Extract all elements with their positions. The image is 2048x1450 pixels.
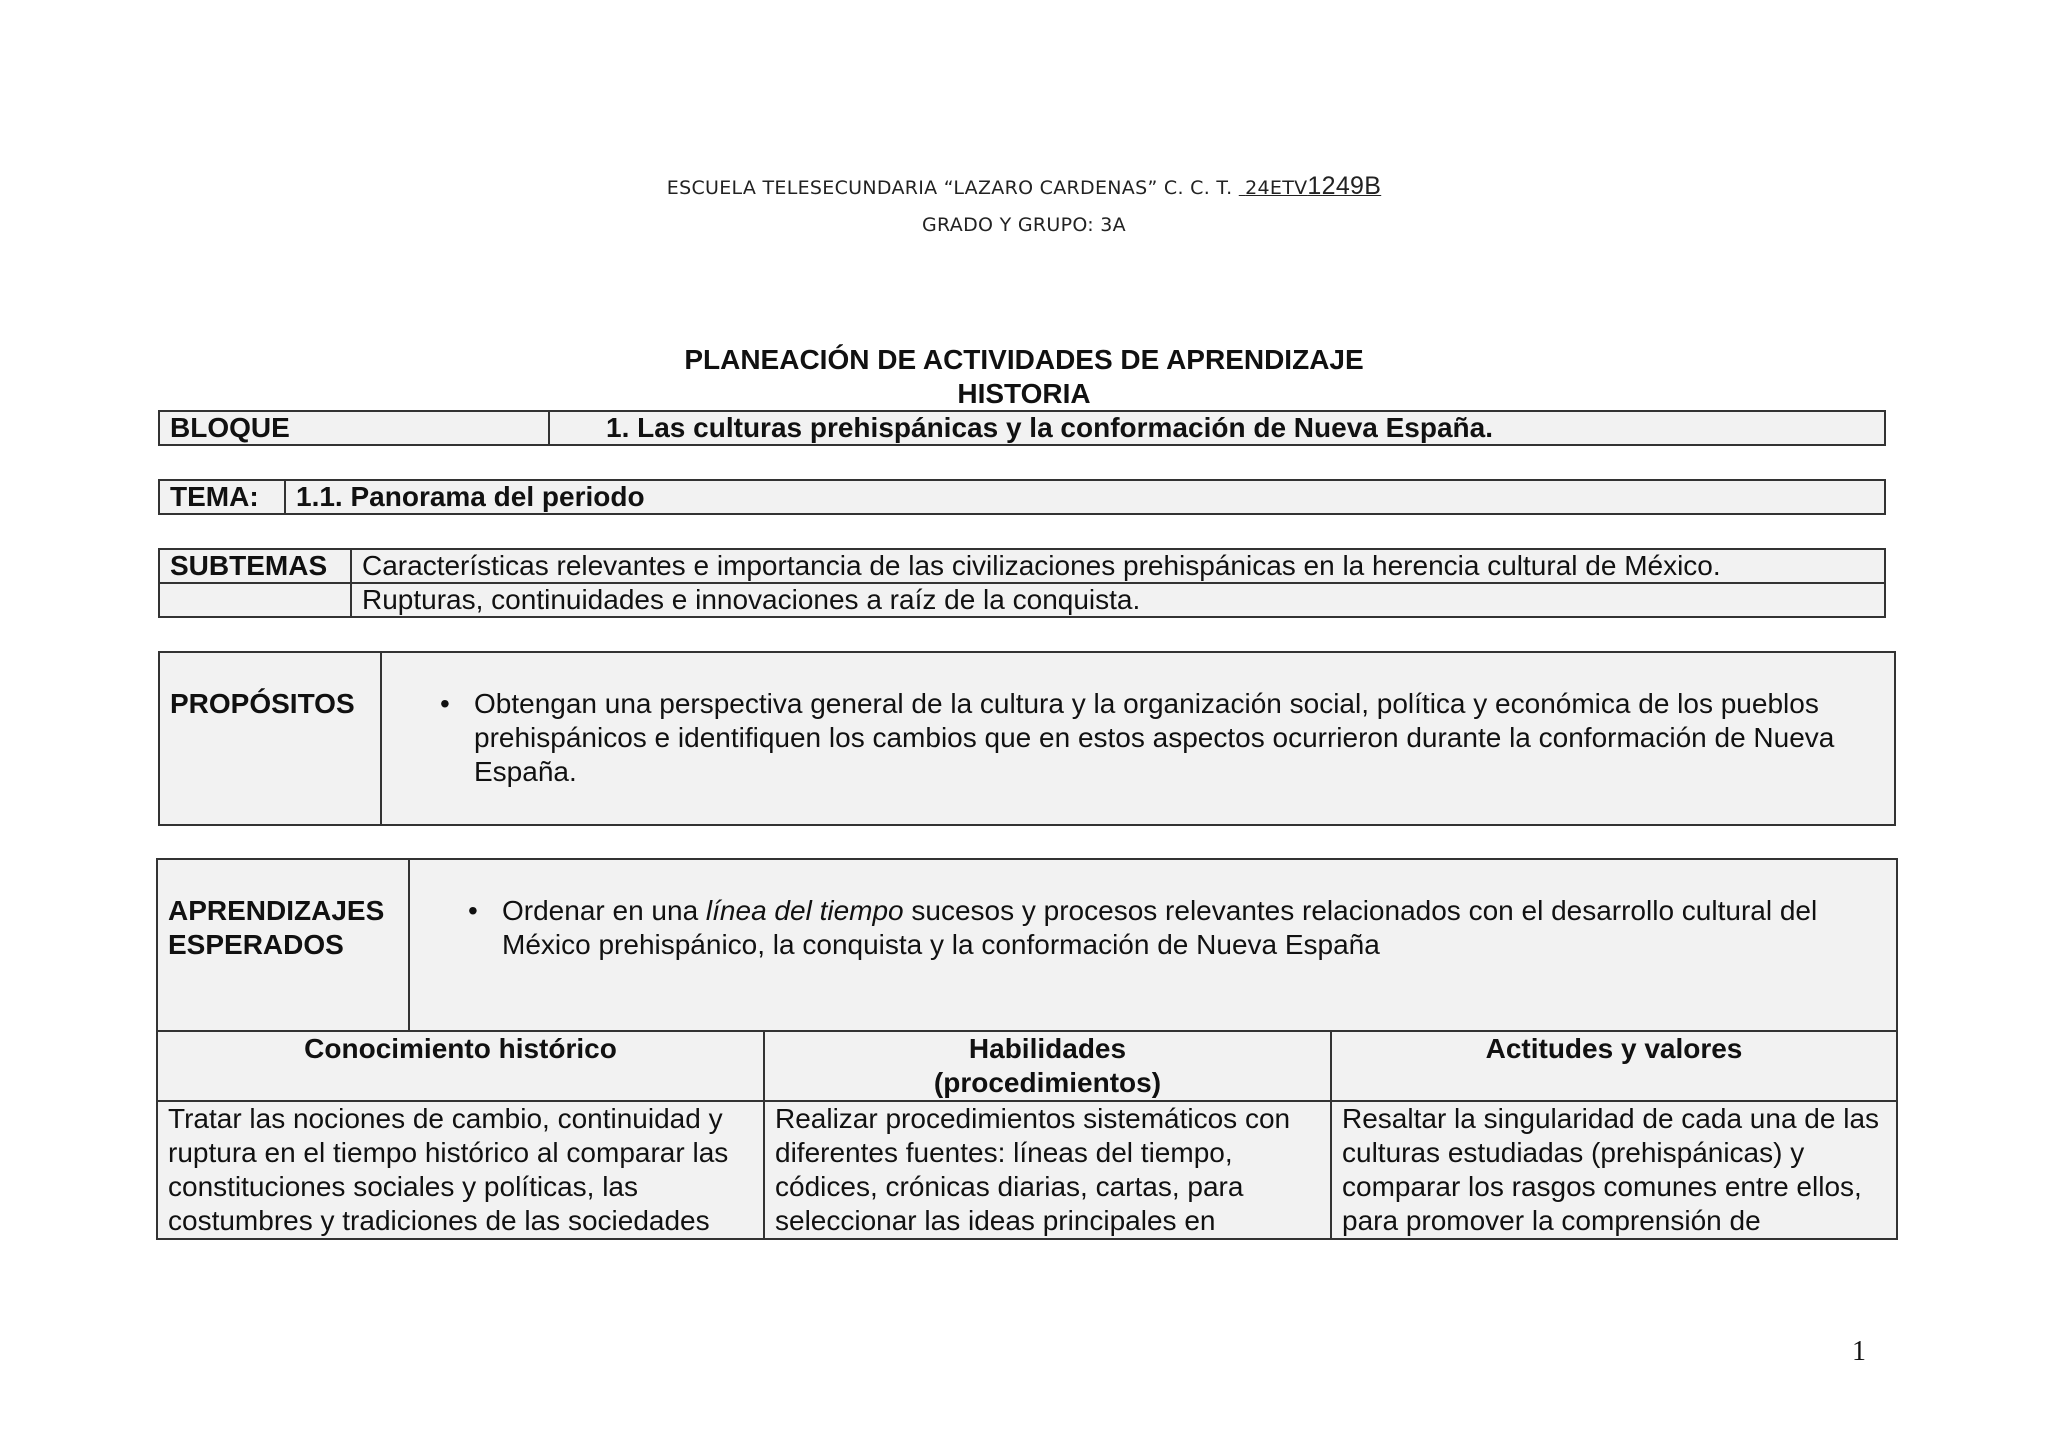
propositos-label: PROPÓSITOS xyxy=(159,652,381,825)
subtemas-label-empty xyxy=(159,583,351,617)
aprendizajes-label: APRENDIZAJES ESPERADOS xyxy=(157,859,409,1031)
col-header-actitudes: Actitudes y valores xyxy=(1331,1031,1897,1101)
propositos-content xyxy=(381,652,1895,825)
col-cell-conocimiento: Tratar las nociones de cambio, continuidad y ruptura en el tiempo histórico al comparar las constituciones sociales y políticas, las costumbres y tradiciones de las sociedades xyxy=(157,1101,764,1239)
columns-table xyxy=(156,1030,1898,1240)
cct-code: 24ETV1249B xyxy=(1245,172,1382,200)
subtemas-table xyxy=(158,548,1886,618)
propositos-text: Obtengan una perspectiva general de la cultura y la organización social, política y económica de los pueblos prehispánicos e identifiquen los cambios que en estos aspectos ocurrieron durante la conformación de Nueva España. xyxy=(474,688,1835,787)
bullet-icon: • xyxy=(468,895,478,926)
subtema-item: Características relevantes e importancia de las civilizaciones prehispánicas en la herencia cultural de México. xyxy=(351,549,1885,583)
grade-group: GRADO Y GRUPO: 3A xyxy=(922,214,1126,236)
subject-title: HISTORIA xyxy=(957,378,1091,409)
school-header xyxy=(0,172,2048,201)
tema-value: 1.1. Panorama del periodo xyxy=(285,480,1885,514)
page-number: 1 xyxy=(1852,1336,1866,1367)
bloque-label: BLOQUE xyxy=(159,411,549,445)
col-header-conocimiento: Conocimiento histórico xyxy=(157,1031,764,1101)
col-cell-actitudes: Resaltar la singularidad de cada una de las culturas estudiadas (prehispánicas) y comparar los rasgos comunes entre ellos, para promover la comprensión de xyxy=(1331,1101,1897,1239)
tema-label: TEMA: xyxy=(159,480,285,514)
school-name: ESCUELA TELESECUNDARIA “LAZARO CARDENAS” C. C. T. xyxy=(666,177,1233,199)
aprendizajes-text: Ordenar en una línea del tiempo sucesos y procesos relevantes relacionados con el desarrollo cultural del México prehispánico, la conquista y la conformación de Nueva España xyxy=(502,895,1818,960)
col-cell-habilidades: Realizar procedimientos sistemáticos con diferentes fuentes: líneas del tiempo, códices, crónicas diarias, cartas, para seleccionar las ideas principales en xyxy=(764,1101,1331,1239)
tema-table xyxy=(158,479,1886,515)
subtema-item: Rupturas, continuidades e innovaciones a raíz de la conquista. xyxy=(351,583,1885,617)
subtemas-label: SUBTEMAS xyxy=(159,549,351,583)
propositos-table xyxy=(158,651,1896,826)
document-title: PLANEACIÓN DE ACTIVIDADES DE APRENDIZAJE xyxy=(684,344,1364,375)
col-header-habilidades: Habilidades (procedimientos) xyxy=(764,1031,1331,1101)
aprendizajes-table xyxy=(156,858,1898,1032)
bullet-icon: • xyxy=(440,688,450,719)
bloque-table xyxy=(158,410,1886,446)
aprendizajes-content xyxy=(409,859,1897,1031)
bloque-value: 1. Las culturas prehispánicas y la conformación de Nueva España. xyxy=(549,411,1885,445)
